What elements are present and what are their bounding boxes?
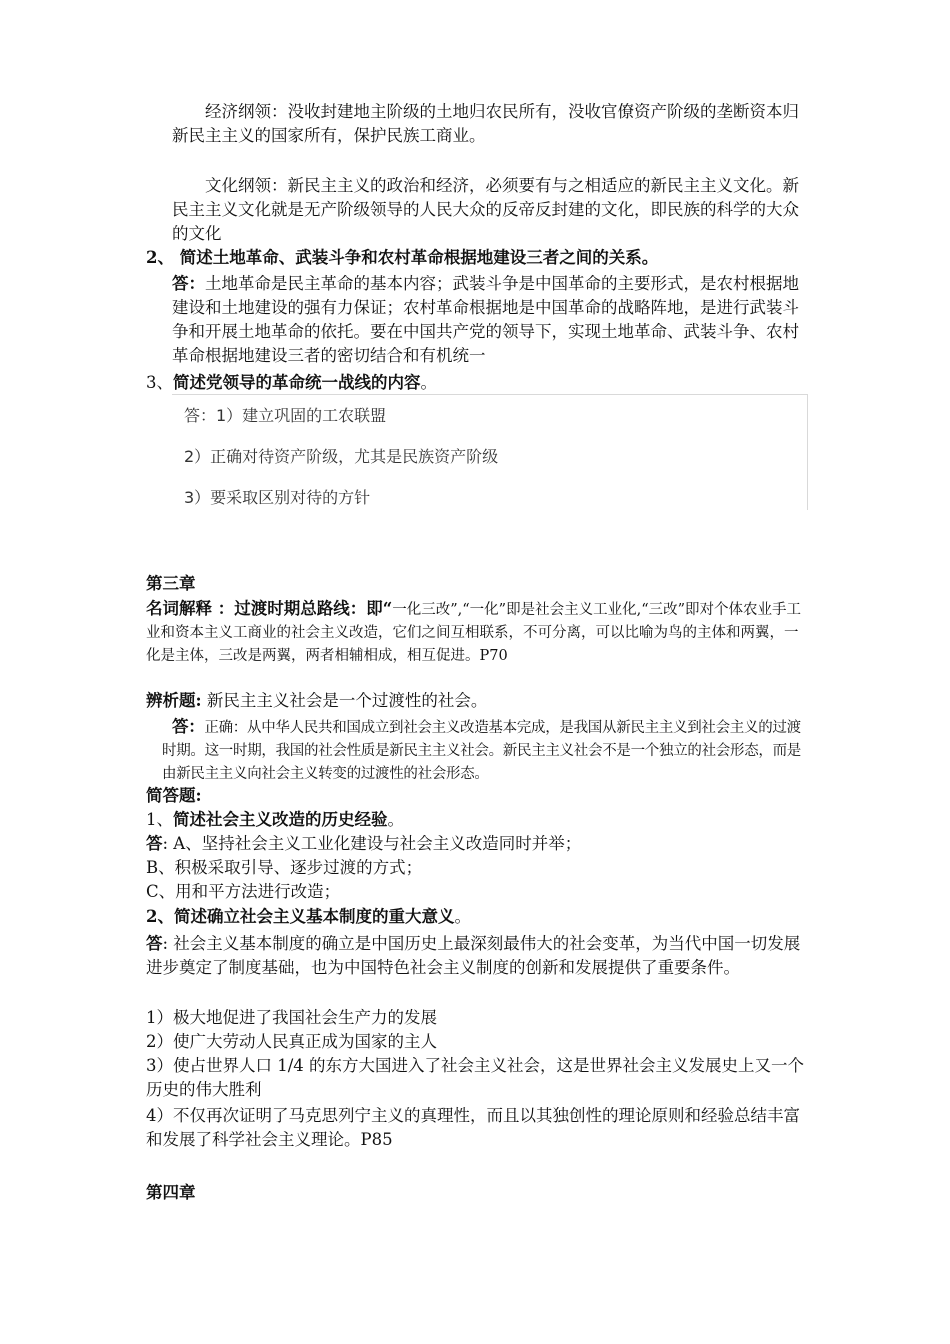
answer-label: 答： xyxy=(172,274,205,293)
question-text: 简述社会主义改造的历史经验 xyxy=(173,810,388,829)
analysis-question xyxy=(146,689,808,713)
question-end: 。 xyxy=(387,810,404,829)
answer-label: 答 xyxy=(146,834,163,853)
analysis-answer xyxy=(162,715,812,786)
question-2-answer xyxy=(172,272,808,368)
analysis-label: 辨析题: xyxy=(146,691,202,710)
united-front-answer-box xyxy=(172,394,808,510)
question-end: 。 xyxy=(454,907,471,926)
answer-text: : A、坚持社会主义工业化建设与社会主义改造同时并举； xyxy=(162,834,582,853)
term-text: 一化三改”,“一化”即是社会主义工业化,“三改”即对个体农业手工业和资本主义工商业的社会主义改造，它们之间互相联系，不可分离，可以比喻为鸟的主体和两翼，一化是主体，三改是两翼，两者相辅相成，相互促进。P70 xyxy=(146,602,802,664)
term-label: 名词解释 ：过渡时期总路线：即“ xyxy=(146,599,393,618)
ch3-question-2-title xyxy=(146,905,808,929)
short-answer-label: 简答题: xyxy=(146,786,202,805)
chapter-4-heading: 第四章 xyxy=(146,1183,196,1202)
term-definition xyxy=(146,597,808,668)
question-number: 3、 xyxy=(146,373,173,392)
question-text: 2、简述确立社会主义基本制度的重大意义 xyxy=(146,907,455,926)
ch3-question-1-answer-c: C、用和平方法进行改造； xyxy=(146,882,341,901)
ch3-question-1-title xyxy=(146,808,808,832)
question-2-title: 2、 简述土地革命、武装斗争和农村革命根据地建设三者之间的关系。 xyxy=(146,248,659,267)
united-front-item-3: 3）要采取区别对待的方针 xyxy=(184,488,371,507)
significance-point-4: 4）不仅再次证明了马克思列宁主义的真理性，而且以其独创性的理论原则和经验总结丰富和发展了科学社会主义理论。P85 xyxy=(146,1106,800,1149)
economic-program-paragraph: 经济纲领：没收封建地主阶级的土地归农民所有，没收官僚资产阶级的垄断资本归新民主主义的国家所有，保护民族工商业。 xyxy=(172,102,799,145)
chapter-3-heading: 第三章 xyxy=(146,574,196,593)
significance-point-3: 3）使占世界人口 1/4 的东方大国进入了社会主义社会，这是世界社会主义发展史上又一个历史的伟大胜利 xyxy=(146,1056,805,1099)
question-end: 。 xyxy=(420,373,437,392)
significance-point-1: 1）极大地促进了我国社会生产力的发展 xyxy=(146,1008,437,1027)
united-front-item-1: 答：1）建立巩固的工农联盟 xyxy=(184,406,387,425)
answer-label: 答 xyxy=(146,934,163,953)
ch3-question-2-answer xyxy=(146,932,808,980)
united-front-item-2: 2）正确对待资产阶级，尤其是民族资产阶级 xyxy=(184,447,499,466)
question-number: 1、 xyxy=(146,810,173,829)
answer-text: 土地革命是民主革命的基本内容；武装斗争是中国革命的主要形式，是农村根据地建设和土地建设的强有力保证；农村革命根据地是中国革命的战略阵地，是进行武装斗争和开展土地革命的依托。要在中国共产党的领导下，实现土地革命、武装斗争、农村革命根据地建设三者的密切结合和有机统一 xyxy=(172,274,799,365)
significance-point-2: 2）使广大劳动人民真正成为国家的主人 xyxy=(146,1032,437,1051)
analysis-answer-text: 正确：从中华人民共和国成立到社会主义改造基本完成，是我国从新民主主义到社会主义的过渡时期。这一时期，我国的社会性质是新民主主义社会。新民主主义社会不是一个独立的社会形态，而是由新民主主义向社会主义转变的过渡性的社会形态。 xyxy=(162,720,801,782)
analysis-answer-label: 答： xyxy=(172,717,205,736)
question-3-title xyxy=(146,371,826,395)
cultural-program-paragraph: 文化纲领：新民主主义的政治和经济，必须要有与之相适应的新民主主义文化。新民主主义文化就是无产阶级领导的人民大众的反帝反封建的文化，即民族的科学的大众的文化 xyxy=(172,176,799,243)
ch3-question-1-answer-a xyxy=(146,832,808,856)
analysis-text: 新民主主义社会是一个过渡性的社会。 xyxy=(201,691,488,710)
question-text: 简述党领导的革命统一战线的内容 xyxy=(173,373,421,392)
answer-text: : 社会主义基本制度的确立是中国历史上最深刻最伟大的社会变革，为当代中国一切发展进步奠定了制度基础，也为中国特色社会主义制度的创新和发展提供了重要条件。 xyxy=(146,934,801,977)
ch3-question-1-answer-b: B、积极采取引导、逐步过渡的方式； xyxy=(146,858,423,877)
